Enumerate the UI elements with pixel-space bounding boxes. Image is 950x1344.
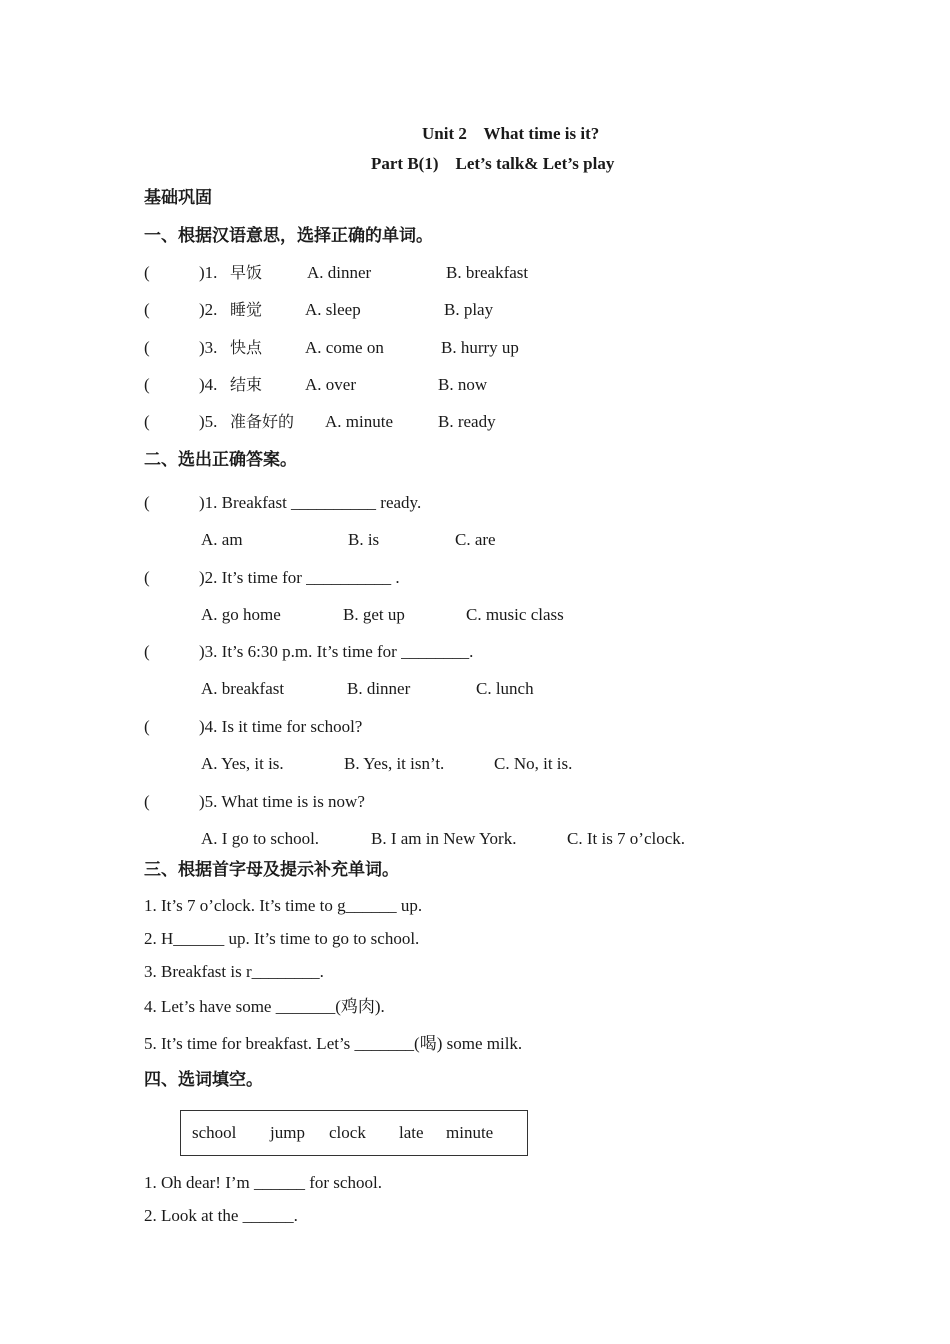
section-basic-heading: 基础巩固 bbox=[144, 188, 212, 208]
fill-sentence: 1. It’s 7 o’clock. It’s time to g______ up. bbox=[144, 896, 423, 915]
item-number: )2. bbox=[199, 300, 218, 319]
option-a: A. go home bbox=[201, 605, 281, 624]
answer-paren[interactable]: ( bbox=[144, 792, 150, 811]
answer-paren[interactable]: ( bbox=[144, 568, 150, 587]
section1-heading: 一、根据汉语意思，选择正确的单词。 bbox=[144, 226, 433, 246]
option-a: A. breakfast bbox=[201, 679, 285, 698]
option-c: C. music class bbox=[466, 605, 564, 624]
section3-heading: 三、根据首字母及提示补充单词。 bbox=[144, 860, 399, 880]
section2-heading: 二、选出正确答案。 bbox=[144, 450, 297, 470]
question-text: )2. It’s time for __________ . bbox=[199, 568, 400, 587]
answer-paren[interactable]: ( bbox=[144, 300, 150, 319]
word-bank-box bbox=[180, 1110, 528, 1156]
question-text: )4. Is it time for school? bbox=[199, 717, 363, 736]
question-text: )1. Breakfast __________ ready. bbox=[199, 493, 422, 512]
question-text: )5. What time is is now? bbox=[199, 792, 365, 811]
option-b: B. get up bbox=[343, 605, 405, 624]
option-b: B. is bbox=[348, 530, 380, 549]
chinese-word: 早饭 bbox=[230, 263, 263, 282]
option-a: A. sleep bbox=[305, 300, 361, 319]
item-number: )3. bbox=[199, 338, 218, 357]
answer-paren[interactable]: ( bbox=[144, 642, 150, 661]
item-number: )1. bbox=[199, 263, 218, 282]
fill-sentence: 4. Let’s have some _______(鸡肉). bbox=[144, 997, 385, 1016]
option-c: C. No, it is. bbox=[494, 754, 573, 773]
option-c: C. It is 7 o’clock. bbox=[567, 829, 686, 848]
option-c: C. are bbox=[455, 530, 496, 549]
question-text: )3. It’s 6:30 p.m. It’s time for ________. bbox=[199, 642, 474, 661]
answer-paren[interactable]: ( bbox=[144, 375, 150, 394]
fill-sentence: 5. It’s time for breakfast. Let’s _______(喝) some milk. bbox=[144, 1034, 523, 1053]
answer-paren[interactable]: ( bbox=[144, 338, 150, 357]
word-bank-item: school bbox=[192, 1123, 237, 1142]
word-bank-item: jump bbox=[270, 1123, 305, 1142]
option-a: A. dinner bbox=[307, 263, 372, 282]
option-b: B. now bbox=[438, 375, 488, 394]
option-b: B. play bbox=[444, 300, 494, 319]
answer-paren[interactable]: ( bbox=[144, 493, 150, 512]
option-b: B. Yes, it isn’t. bbox=[344, 754, 445, 773]
chinese-word: 结束 bbox=[230, 375, 263, 394]
option-a: A. minute bbox=[325, 412, 393, 431]
item-number: )4. bbox=[199, 375, 218, 394]
word-bank-item: clock bbox=[329, 1123, 366, 1142]
option-a: A. I go to school. bbox=[201, 829, 320, 848]
chinese-word: 快点 bbox=[230, 338, 263, 357]
option-a: A. come on bbox=[305, 338, 384, 357]
item-number: )5. bbox=[199, 412, 218, 431]
option-a: A. Yes, it is. bbox=[201, 754, 284, 773]
answer-paren[interactable]: ( bbox=[144, 263, 150, 282]
chinese-word: 睡觉 bbox=[230, 300, 263, 319]
word-bank-item: late bbox=[399, 1123, 424, 1142]
word-bank-item: minute bbox=[446, 1123, 494, 1142]
option-b: B. ready bbox=[438, 412, 496, 431]
section4-heading: 四、选词填空。 bbox=[144, 1070, 263, 1090]
option-b: B. breakfast bbox=[446, 263, 529, 282]
option-b: B. hurry up bbox=[441, 338, 519, 357]
option-b: B. dinner bbox=[347, 679, 411, 698]
chinese-word: 准备好的 bbox=[230, 412, 295, 431]
option-a: A. over bbox=[305, 375, 356, 394]
option-c: C. lunch bbox=[476, 679, 534, 698]
answer-paren[interactable]: ( bbox=[144, 717, 150, 736]
answer-paren[interactable]: ( bbox=[144, 412, 150, 431]
title-part: Part B(1) Let’s talk& Let’s play bbox=[371, 154, 615, 173]
fill-sentence: 1. Oh dear! I’m ______ for school. bbox=[144, 1173, 382, 1192]
option-b: B. I am in New York. bbox=[371, 829, 517, 848]
fill-sentence: 2. H______ up. It’s time to go to school. bbox=[144, 929, 420, 948]
fill-sentence: 3. Breakfast is r________. bbox=[144, 962, 324, 981]
title-unit: Unit 2 What time is it? bbox=[422, 124, 600, 143]
option-a: A. am bbox=[201, 530, 243, 549]
fill-sentence: 2. Look at the ______. bbox=[144, 1206, 298, 1225]
